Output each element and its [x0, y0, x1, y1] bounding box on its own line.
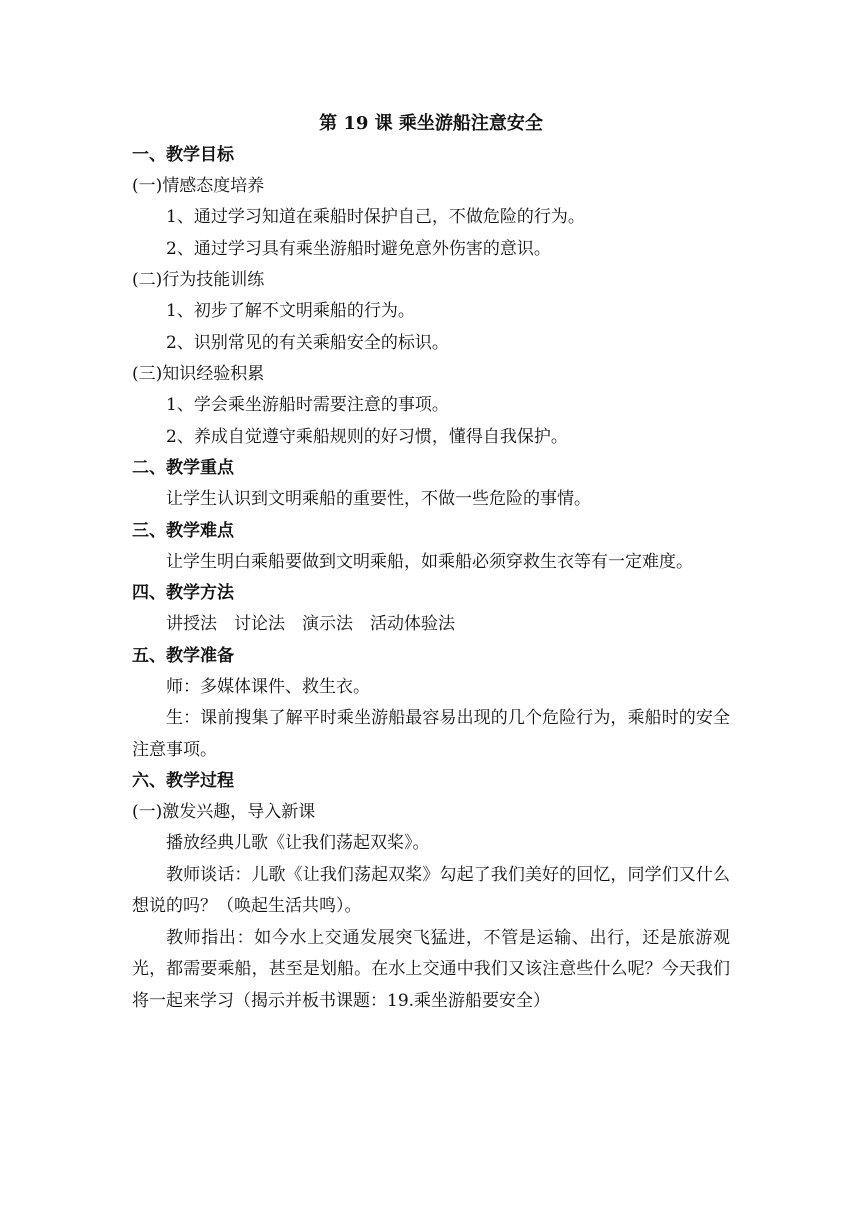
preparation-teacher: 师：多媒体课件、救生衣。	[166, 676, 370, 697]
process-paragraph: 播放经典儿歌《让我们荡起双桨》。	[166, 833, 430, 853]
methods-text: 讲授法 讨论法 演示法 活动体验法	[166, 614, 455, 634]
section-heading-process: 六、教学过程	[132, 771, 234, 791]
objective-item: 1、学会乘坐游船时需要注意的事项。	[166, 395, 449, 415]
subheading-introduction: (一)激发兴趣，导入新课	[132, 802, 316, 822]
subheading-attitude: (一)情感态度培养	[132, 176, 265, 196]
lesson-title: 第 19 课 乘坐游船注意安全	[319, 113, 543, 134]
section-heading-preparation: 五、教学准备	[132, 645, 234, 666]
objective-item: 1、初步了解不文明乘船的行为。	[166, 301, 415, 321]
key-points-text: 让学生认识到文明乘船的重要性，不做一些危险的事情。	[166, 489, 591, 509]
process-paragraph: 教师谈话：儿歌《让我们荡起双桨》勾起了我们美好的回忆，同学们又什么想说的吗？（唤起生活共鸣）。	[132, 864, 730, 916]
section-heading-difficulties: 三、教学难点	[132, 520, 234, 541]
difficulties-text: 让学生明白乘船要做到文明乘船，如乘船必须穿救生衣等有一定难度。	[166, 551, 693, 572]
preparation-student: 生：课前搜集了解平时乘坐游船最容易出现的几个危险行为，乘船时的安全注意事项。	[132, 708, 730, 760]
section-heading-key-points: 二、教学重点	[132, 458, 234, 478]
objective-item: 1、通过学习知道在乘船时保护自己，不做危险的行为。	[166, 207, 585, 227]
objective-item: 2、养成自觉遵守乘船规则的好习惯，懂得自我保护。	[166, 426, 568, 447]
subheading-skills: (二)行为技能训练	[132, 270, 265, 290]
process-paragraph: 教师指出：如今水上交通发展突飞猛进，不管是运输、出行，还是旅游观光，都需要乘船，甚至是划船。在水上交通中我们又该注意些什么呢？今天我们将一起来学习（揭示并板书课题：19.乘坐游船要安全）	[132, 927, 730, 1011]
document-body	[132, 108, 730, 1017]
subheading-knowledge: (三)知识经验积累	[132, 364, 265, 384]
section-heading-methods: 四、教学方法	[132, 583, 234, 603]
objective-item: 2、通过学习具有乘坐游船时避免意外伤害的意识。	[166, 238, 551, 259]
objective-item: 2、识别常见的有关乘船安全的标识。	[166, 332, 449, 353]
section-heading-objectives: 一、教学目标	[132, 145, 234, 165]
